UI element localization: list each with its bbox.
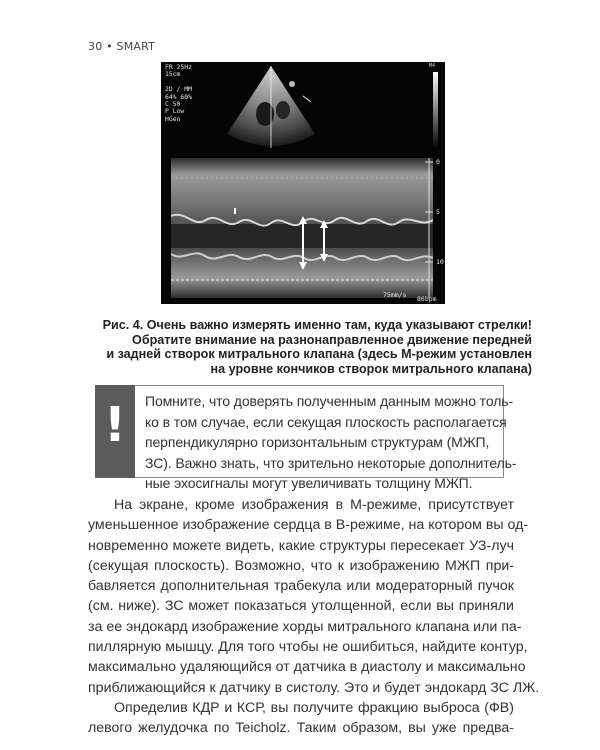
figure-caption [76, 318, 532, 376]
body-paragraphs [88, 495, 540, 739]
page-header [88, 40, 155, 53]
body-line: приближающийся к датчику в систолу. Это и будет эндокард ЗС ЛЖ. [88, 679, 540, 696]
depth-label: 10 [436, 258, 444, 266]
body-line: за ее эндокард изображение хорды митрального клапана или па- [88, 618, 522, 635]
body-line: максимально удаляющийся от датчика в диастолу и максимально [88, 659, 526, 676]
body-line: левого желудочка по Teicholz. Таким образом, вы уже предва- [88, 720, 514, 737]
note-line: ко в том случае, если секущая плоскость располагается [145, 413, 507, 430]
page-number: 30 [88, 40, 103, 53]
body-line: пиллярную мышцу. Для того чтобы не ошибиться, найдите контур, [88, 639, 528, 656]
grayscale-bar [433, 72, 438, 150]
caption-line: на уровне кончиков створок митрального клапана) [210, 361, 532, 376]
exclamation-icon: ! [104, 397, 126, 453]
depth-label: 5 [436, 208, 440, 216]
param-line: FR 25Hz [165, 63, 192, 71]
note-line: ные эхосигналы могут увеличивать толщину МЖП. [145, 475, 473, 492]
header-separator: • [106, 40, 113, 53]
b-mode-sector [161, 62, 445, 158]
param-line: HGen [165, 114, 181, 123]
sweep-speed: 75mm/s [383, 291, 407, 299]
m-mode-trace [171, 158, 433, 298]
depth-label: 0 [436, 158, 440, 166]
body-line: (см. ниже). ЗС может показаться утолщенной, если вы приняли [88, 598, 514, 615]
caption-line: и задней створок митрального клапана (здесь М-режим установлен [106, 347, 532, 362]
param-line: C 50 [165, 100, 181, 109]
body-line: Определив КДР и КСР, вы получите фракцию выброса (ФВ) [114, 699, 514, 716]
note-line: ЗС). Важно знать, что зрительно некоторые дополнитель- [145, 454, 517, 471]
echocardiogram-figure [161, 62, 445, 304]
param-line: 2D / MM [165, 85, 192, 94]
caption-line: Рис. 4. Очень важно измерять именно там, куда указывают стрелки! [102, 318, 532, 332]
body-line: (секущая плоскость). Возможно, что к изображению МЖП при- [88, 557, 514, 574]
note-text [145, 391, 517, 494]
body-line: уменьшенное изображение сердца в В-режиме, на котором вы од- [88, 517, 529, 534]
body-line: На экране, кроме изображения в М-режиме, присутствует [114, 497, 514, 513]
note-line: перпендикулярно горизонтальным структурам (МЖП, [145, 434, 490, 451]
param-line: 15cm [165, 70, 181, 79]
series-name: SMART [116, 40, 156, 53]
note-line: Помните, что доверять полученным данным можно толь- [145, 393, 514, 409]
param-line: 64% 60% [165, 92, 192, 101]
body-line: новременно можете видеть, какие структуры пересекает УЗ-луч [88, 537, 514, 554]
scale-marker [303, 96, 311, 102]
graymap-label: M4 [429, 63, 436, 69]
left-atrium-cavity [276, 101, 290, 119]
heart-rate: 86bpm [417, 295, 437, 303]
body-line: бавляется дополнительная трабекула или модераторный пучок [88, 578, 514, 595]
caption-line: Обратите внимание на разнонаправленное движение передней [132, 332, 532, 347]
orientation-marker [289, 81, 295, 87]
param-line: P Low [165, 107, 185, 116]
